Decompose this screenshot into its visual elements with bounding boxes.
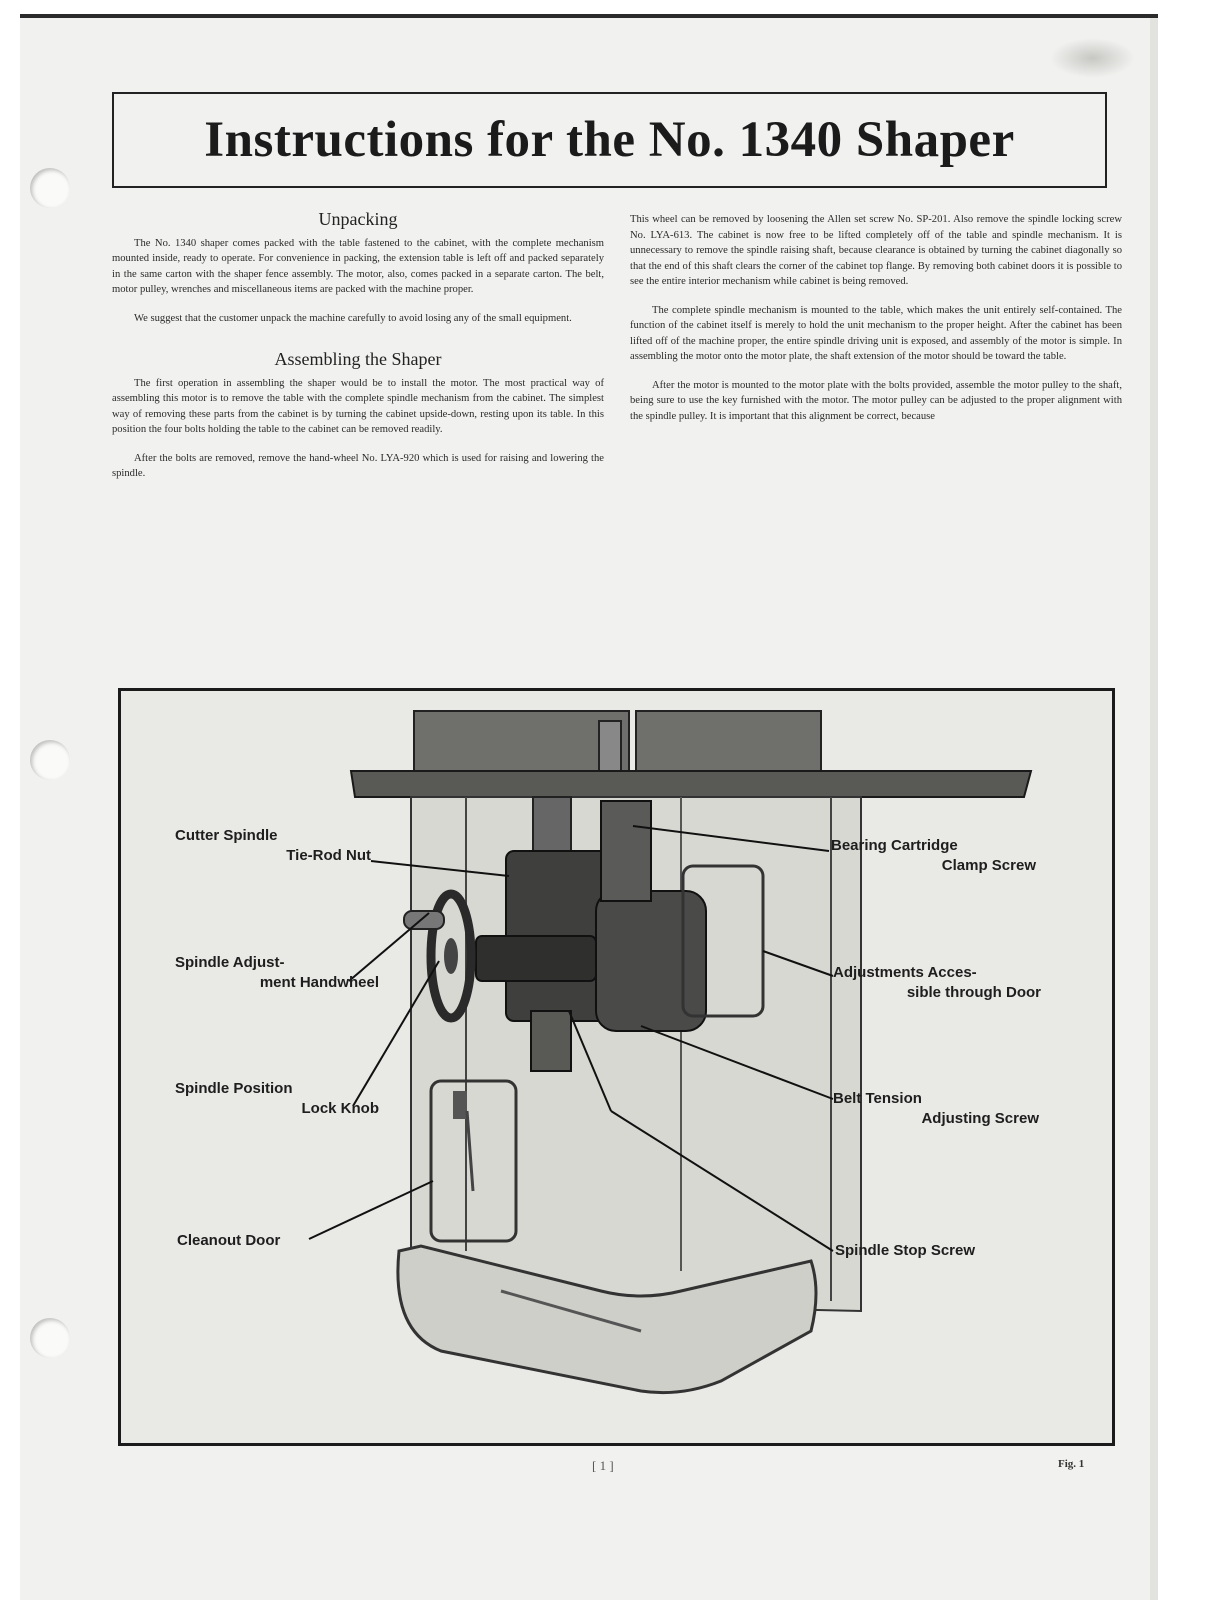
spindle-arm bbox=[476, 936, 596, 981]
corner-smudge bbox=[1050, 38, 1135, 78]
label-cleanout-door: Cleanout Door bbox=[177, 1232, 281, 1249]
paragraph: The first operation in assembling the shaper would be to install the motor. The most practical way of assembling this motor is to remove the table with the complete spindle mechanism from the cabinet. The simplest way of removing these parts from the cabinet is by turning the cabinet upside-down, resting upon its table. In this position the four bolts holding the table to the cabinet can be removed readily. bbox=[112, 377, 604, 435]
binder-hole-middle bbox=[30, 740, 70, 780]
page-right-edge bbox=[1150, 18, 1158, 1600]
binder-hole-bottom bbox=[30, 1318, 70, 1358]
page-title: Instructions for the No. 1340 Shaper bbox=[204, 112, 1015, 168]
right-column bbox=[630, 212, 1122, 437]
left-column bbox=[112, 209, 604, 495]
heading-assembling: Assembling the Shaper bbox=[274, 349, 442, 369]
handwheel-knob bbox=[404, 911, 444, 929]
shaper-drawing bbox=[121, 691, 1112, 1443]
top-border-line bbox=[20, 14, 1158, 18]
paragraph: The No. 1340 shaper comes packed with the table fastened to the cabinet, with the complete mechanism mounted inside, ready to operate. For convenience in packing, the extension table is left off and packed separately in the same carton with the shaper fence assembly. The motor, also, comes packed in a separate carton. The belt, motor pulley, wrenches and miscellaneous items are packed with the machine proper. bbox=[112, 237, 604, 295]
spindle-lower bbox=[531, 1011, 571, 1071]
page-number: [ 1 ] bbox=[592, 1458, 614, 1473]
door-latch bbox=[453, 1091, 467, 1119]
paragraph: This wheel can be removed by loosening the Allen set screw No. SP-201. Also remove the spindle locking screw No. LYA-613. The cabinet is now free to be lifted completely off of the table and spindle mechanism. It is unnecessary to remove the spindle raising shaft, because clearance is obtained by turning the cabinet diagonally so that the end of this shaft clears the corner of the cabinet top flange. By removing both cabinet doors it is possible to see the entire interior mechanism while cabinet is being removed. bbox=[630, 214, 1122, 287]
motor bbox=[596, 891, 706, 1031]
label-door-adjustments: Adjustments Acces- sible through Door bbox=[833, 964, 1041, 1001]
paragraph: The complete spindle mechanism is mounted to the table, which makes the unit entirely self-contained. The function of the cabinet itself is merely to hold the unit mechanism to the proper height. After the cabinet has been lifted off of the machine proper, the entire spindle driving unit is exposed, and assembly of the motor is simple. In assembling the motor onto the motor plate, the shaft extension of the motor should be toward the table. bbox=[630, 304, 1122, 362]
title-box bbox=[112, 92, 1107, 188]
label-stop-screw: Spindle Stop Screw bbox=[835, 1242, 976, 1259]
paragraph: We suggest that the customer unpack the machine carefully to avoid losing any of the small equipment. bbox=[134, 312, 572, 324]
label-lock-knob: Spindle Position Lock Knob bbox=[175, 1080, 379, 1117]
table-top bbox=[351, 771, 1031, 797]
label-handwheel: Spindle Adjust- ment Handwheel bbox=[175, 954, 379, 991]
label-tie-rod-nut: Cutter Spindle Tie-Rod Nut bbox=[175, 827, 371, 864]
label-belt-tension: Belt Tension Adjusting Screw bbox=[833, 1090, 1039, 1127]
binder-hole-top bbox=[30, 168, 70, 208]
heading-unpacking: Unpacking bbox=[318, 209, 398, 229]
shaper-illustration bbox=[118, 688, 1115, 1446]
paragraph: After the motor is mounted to the motor plate with the bolts provided, assemble the motor pulley to the shaft, being sure to use the key furnished with the motor. The motor pulley can be adjusted to the proper alignment with the spindle pulley. It is important that this alignment be correct, because bbox=[630, 379, 1122, 422]
figure-number: Fig. 1 bbox=[1058, 1458, 1085, 1470]
paragraph: After the bolts are removed, remove the hand-wheel No. LYA-920 which is used for raising and lowering the spindle. bbox=[112, 452, 604, 479]
bearing-cartridge bbox=[601, 801, 651, 901]
label-clamp-screw: Bearing Cartridge Clamp Screw bbox=[831, 837, 1036, 874]
